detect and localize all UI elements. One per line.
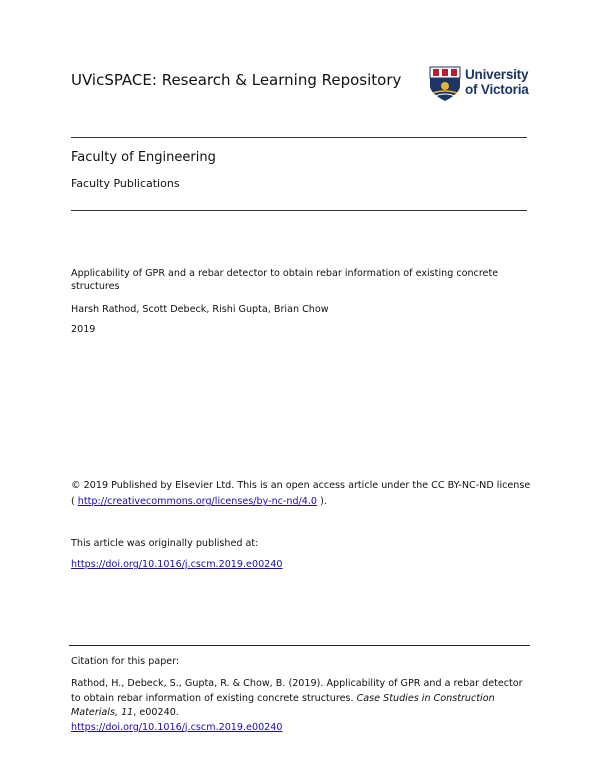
license-link[interactable]: http://creativecommons.org/licenses/by-nc-nd/4.0 bbox=[77, 496, 318, 507]
uvic-logo bbox=[429, 66, 529, 102]
faculty-name: Faculty of Engineering bbox=[71, 150, 216, 165]
paper-year: 2019 bbox=[71, 324, 96, 335]
license-statement bbox=[71, 478, 531, 510]
faculty-collection: Faculty Publications bbox=[71, 177, 180, 190]
citation-text bbox=[71, 677, 531, 735]
citation-label: Citation for this paper: bbox=[71, 656, 180, 667]
license-text: © 2019 Published by Elsevier Ltd. This is an open access article under the CC BY-NC-ND license ( bbox=[71, 480, 531, 507]
original-doi-link[interactable]: https://doi.org/10.1016/j.cscm.2019.e00240 bbox=[71, 559, 283, 570]
logo-line-1: University bbox=[465, 67, 529, 82]
original-publication-label: This article was originally published at: bbox=[71, 538, 259, 549]
logo-line-2: of Victoria bbox=[465, 82, 529, 97]
citation-doi-link[interactable]: https://doi.org/10.1016/j.cscm.2019.e00240 bbox=[71, 721, 283, 733]
logo-text bbox=[465, 67, 529, 97]
citation-journal: Case Studies in Construction Materials, 11 bbox=[71, 692, 495, 718]
paper-authors: Harsh Rathod, Scott Debeck, Rishi Gupta, Brian Chow bbox=[71, 304, 329, 315]
citation-divider bbox=[69, 645, 530, 646]
citation-main: Rathod, H., Debeck, S., Gupta, R. & Chow, B. (2019). Applicability of GPR and a rebar detector to obtain rebar information of existing concrete structures. bbox=[71, 678, 523, 704]
license-text-end: ). bbox=[317, 496, 327, 507]
top-divider bbox=[71, 137, 527, 138]
middle-divider bbox=[71, 210, 527, 211]
repository-title: UVicSPACE: Research & Learning Repository bbox=[71, 71, 402, 89]
uvic-shield-icon bbox=[429, 66, 461, 102]
paper-title: Applicability of GPR and a rebar detector to obtain rebar information of existing concrete structures bbox=[71, 268, 499, 292]
citation-end: , e00240. bbox=[133, 707, 179, 718]
